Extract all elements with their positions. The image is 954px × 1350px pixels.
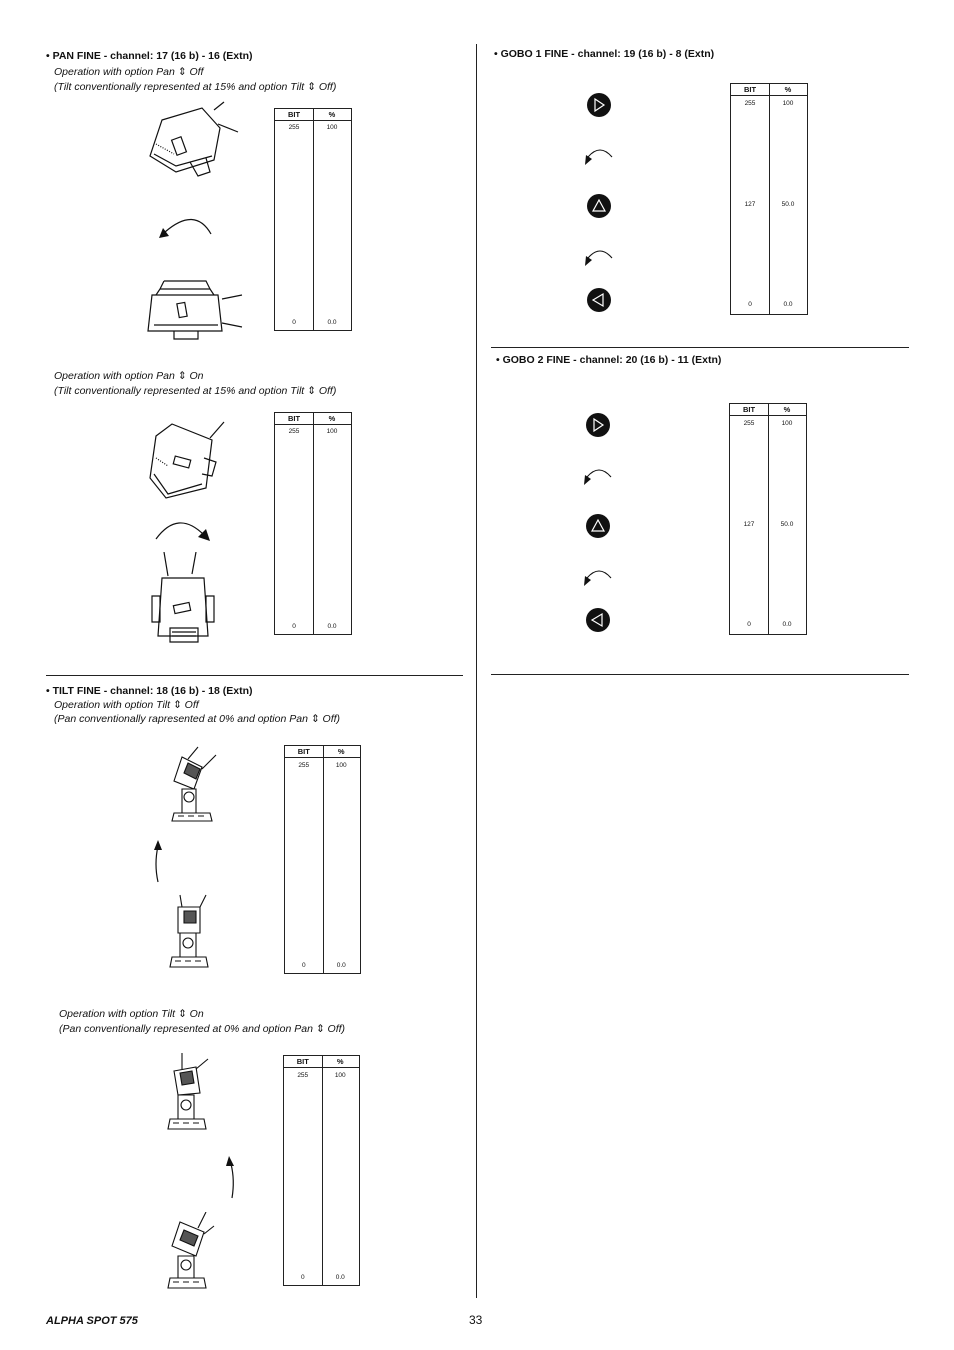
top-bit-value: 255 xyxy=(298,762,310,769)
tilt-on-caption-line2: (Pan conventionally represented at 0% and option Pan ⇕ Off) xyxy=(59,1023,346,1035)
rotation-arrow-icon xyxy=(155,210,217,244)
bottom-percent-value: 0.0 xyxy=(327,623,337,630)
pan-on-caption-line2: (Tilt conventionally represented at 15% and option Tilt ⇕ Off) xyxy=(54,385,337,397)
bottom-bit-value: 0 xyxy=(747,621,751,628)
moving-head-fixture-icon xyxy=(148,552,218,646)
percent-column-header: % xyxy=(336,1057,344,1066)
bit-column-header: BIT xyxy=(287,414,301,423)
pan-off-caption-line1: Operation with option Pan ⇕ Off xyxy=(54,66,204,78)
gobo2-fine-heading: • GOBO 2 FINE - channel: 20 (16 b) - 11 (Extn) xyxy=(496,354,722,366)
top-bit-value: 255 xyxy=(288,124,300,131)
moving-head-fixture-icon xyxy=(140,100,250,178)
top-bit-value: 255 xyxy=(744,100,756,107)
tilt-fine-heading: • TILT FINE - channel: 18 (16 b) - 18 (Extn) xyxy=(46,685,253,697)
percent-column-header: % xyxy=(328,110,336,119)
top-percent-value: 100 xyxy=(326,428,338,435)
top-bit-value: 255 xyxy=(297,1072,309,1079)
tilt-on-caption-line1: Operation with option Tilt ⇕ On xyxy=(59,1008,204,1020)
rotation-arrow-icon xyxy=(582,246,614,273)
gobo2-bit-table xyxy=(729,403,807,635)
gobo-triangle-icon xyxy=(587,288,611,312)
bit-column-header: BIT xyxy=(287,110,301,119)
column-divider xyxy=(476,44,477,1298)
bit-column-header: BIT xyxy=(297,747,310,756)
moving-head-fixture-icon xyxy=(164,1212,216,1294)
gobo-triangle-icon xyxy=(586,413,610,437)
bottom-bit-value: 0 xyxy=(292,319,296,326)
top-bit-value: 255 xyxy=(743,420,755,427)
tilt-off-caption-line1: Operation with option Tilt ⇕ Off xyxy=(54,699,199,711)
top-percent-value: 100 xyxy=(334,1072,346,1079)
table-column-divider xyxy=(313,109,314,330)
top-percent-value: 100 xyxy=(782,100,794,107)
table-column-divider xyxy=(322,1056,323,1285)
percent-column-header: % xyxy=(783,405,791,414)
top-percent-value: 100 xyxy=(335,762,347,769)
rotation-arrow-icon xyxy=(224,1156,240,1200)
mid-bit-value: 127 xyxy=(743,521,755,528)
bottom-bit-value: 0 xyxy=(748,301,752,308)
moving-head-fixture-icon xyxy=(166,893,216,975)
pan-off-caption-line2: (Tilt conventionally represented at 15% and option Tilt ⇕ Off) xyxy=(54,81,337,93)
bottom-percent-value: 0.0 xyxy=(783,301,793,308)
pan-on-caption-line1: Operation with option Pan ⇕ On xyxy=(54,370,204,382)
mid-bit-value: 127 xyxy=(744,201,756,208)
percent-column-header: % xyxy=(784,85,792,94)
top-percent-value: 100 xyxy=(781,420,793,427)
gobo-triangle-icon xyxy=(587,194,611,218)
pan-on-bit-table xyxy=(274,412,352,635)
top-bit-value: 255 xyxy=(288,428,300,435)
moving-head-fixture-icon xyxy=(168,745,220,825)
rotation-arrow-icon xyxy=(582,145,614,172)
rotation-arrow-icon xyxy=(150,515,214,549)
mid-percent-value: 50.0 xyxy=(781,201,795,208)
table-column-divider xyxy=(768,404,769,634)
page-number: 33 xyxy=(469,1313,483,1327)
percent-column-header: % xyxy=(337,747,345,756)
gobo-triangle-icon xyxy=(586,608,610,632)
rotation-arrow-icon xyxy=(581,566,613,593)
tilt-off-bit-table xyxy=(284,745,361,974)
bottom-percent-value: 0.0 xyxy=(336,962,346,969)
mid-percent-value: 50.0 xyxy=(780,521,794,528)
pan-off-bit-table xyxy=(274,108,352,331)
footer-product-name: ALPHA SPOT 575 xyxy=(46,1315,138,1327)
moving-head-fixture-icon xyxy=(140,275,246,345)
top-percent-value: 100 xyxy=(326,124,338,131)
bit-column-header: BIT xyxy=(296,1057,309,1066)
section-divider-right-top xyxy=(491,347,909,348)
section-divider-left xyxy=(46,675,463,676)
rotation-arrow-icon xyxy=(150,840,166,884)
tilt-on-bit-table xyxy=(283,1055,360,1286)
bottom-bit-value: 0 xyxy=(301,962,306,969)
bottom-percent-value: 0.0 xyxy=(327,319,337,326)
section-divider-right-bottom xyxy=(491,674,909,675)
table-column-divider xyxy=(769,84,770,314)
moving-head-fixture-icon xyxy=(142,418,232,500)
gobo1-fine-heading: • GOBO 1 FINE - channel: 19 (16 b) - 8 (Extn) xyxy=(494,48,715,60)
table-column-divider xyxy=(323,746,324,973)
percent-column-header: % xyxy=(328,414,336,423)
bottom-percent-value: 0.0 xyxy=(782,621,792,628)
gobo1-bit-table xyxy=(730,83,808,315)
bit-column-header: BIT xyxy=(743,85,757,94)
bottom-percent-value: 0.0 xyxy=(335,1274,345,1281)
bottom-bit-value: 0 xyxy=(292,623,296,630)
gobo-triangle-icon xyxy=(586,514,610,538)
gobo-triangle-icon xyxy=(587,93,611,117)
tilt-off-caption-line2: (Pan conventionally rapresented at 0% and option Pan ⇕ Off) xyxy=(54,713,341,725)
table-column-divider xyxy=(313,413,314,634)
moving-head-fixture-icon xyxy=(164,1053,214,1135)
pan-fine-heading: • PAN FINE - channel: 17 (16 b) - 16 (Extn) xyxy=(46,50,253,62)
bit-column-header: BIT xyxy=(742,405,756,414)
bottom-bit-value: 0 xyxy=(300,1274,305,1281)
rotation-arrow-icon xyxy=(581,465,613,492)
